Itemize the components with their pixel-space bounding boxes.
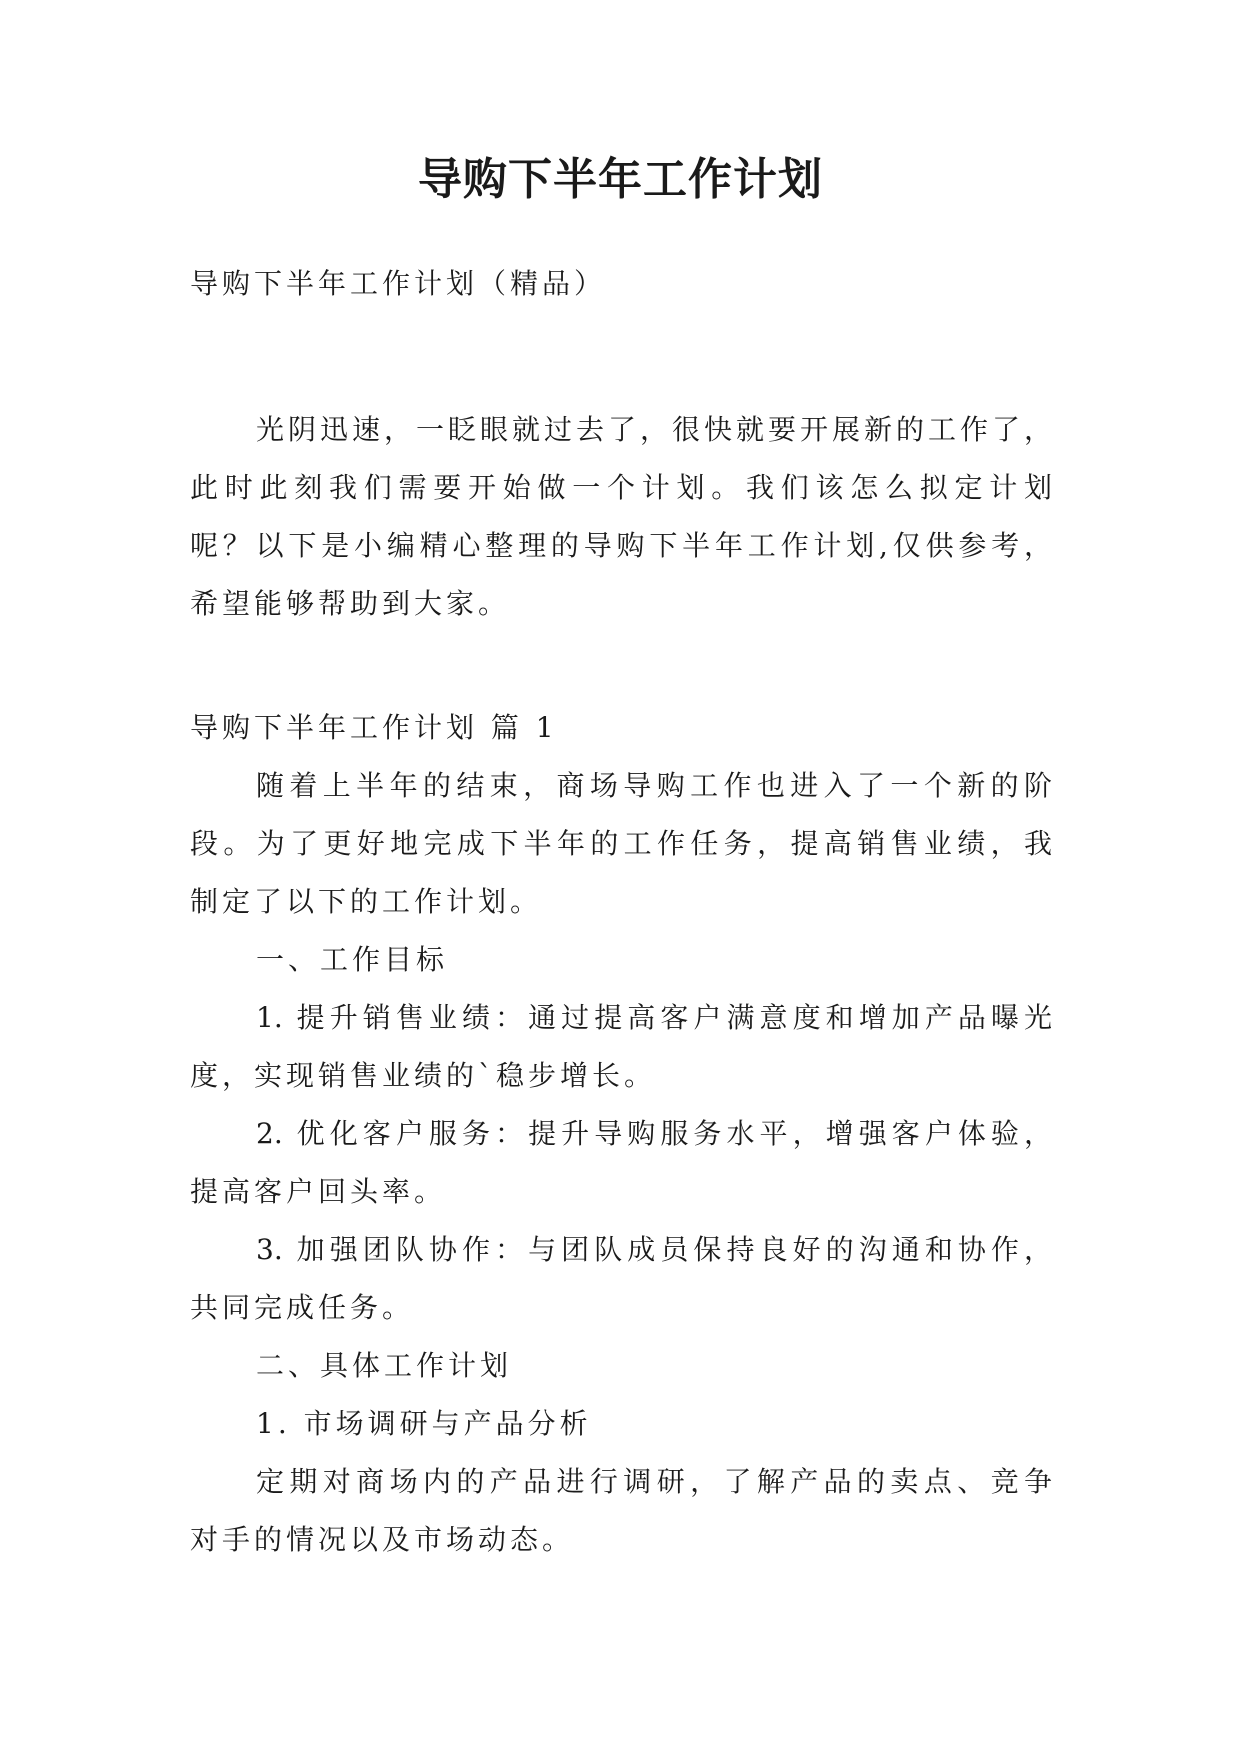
goal-2-line-2: 提高客户回头率。 [190, 1175, 447, 1208]
plan-1-line-1: 定期对商场内的产品进行调研，了解产品的卖点、竞争 [256, 1465, 1052, 1498]
paragraph-1-line-3: 制定了以下的工作计划。 [190, 885, 543, 918]
intro-line-2: 此时此刻我们需要开始做一个计划。我们该怎么拟定计划 [190, 471, 1052, 504]
goal-3-line-1: 3. 加强团队协作：与团队成员保持良好的沟通和协作， [256, 1233, 1052, 1266]
document-title: 导购下半年工作计划 [418, 154, 823, 205]
paragraph-1-line-1: 随着上半年的结束，商场导购工作也进入了一个新的阶 [256, 769, 1052, 802]
paragraph-1-line-2: 段。为了更好地完成下半年的工作任务，提高销售业绩，我 [190, 827, 1052, 860]
goal-3-line-2: 共同完成任务。 [190, 1291, 415, 1324]
goal-1-line-2: 度，实现销售业绩的`稳步增长。 [190, 1059, 657, 1092]
goal-2-line-1: 2. 优化客户服务：提升导购服务水平，增强客户体验， [256, 1117, 1052, 1150]
section-heading: 导购下半年工作计划 篇 1 [190, 711, 558, 744]
heading-plan: 二、具体工作计划 [256, 1349, 513, 1382]
plan-1-line-2: 对手的情况以及市场动态。 [190, 1523, 575, 1556]
intro-line-4: 希望能够帮助到大家。 [190, 587, 511, 620]
document-subtitle: 导购下半年工作计划（精品） [190, 267, 607, 300]
plan-1-title: 1. 市场调研与产品分析 [256, 1407, 592, 1440]
goal-1-line-1: 1. 提升销售业绩：通过提高客户满意度和增加产品曝光 [256, 1001, 1052, 1034]
intro-line-3: 呢？以下是小编精心整理的导购下半年工作计划,仅供参考， [190, 529, 1052, 562]
intro-line-1: 光阴迅速，一眨眼就过去了，很快就要开展新的工作了， [256, 413, 1052, 446]
heading-goals: 一、工作目标 [256, 943, 449, 976]
